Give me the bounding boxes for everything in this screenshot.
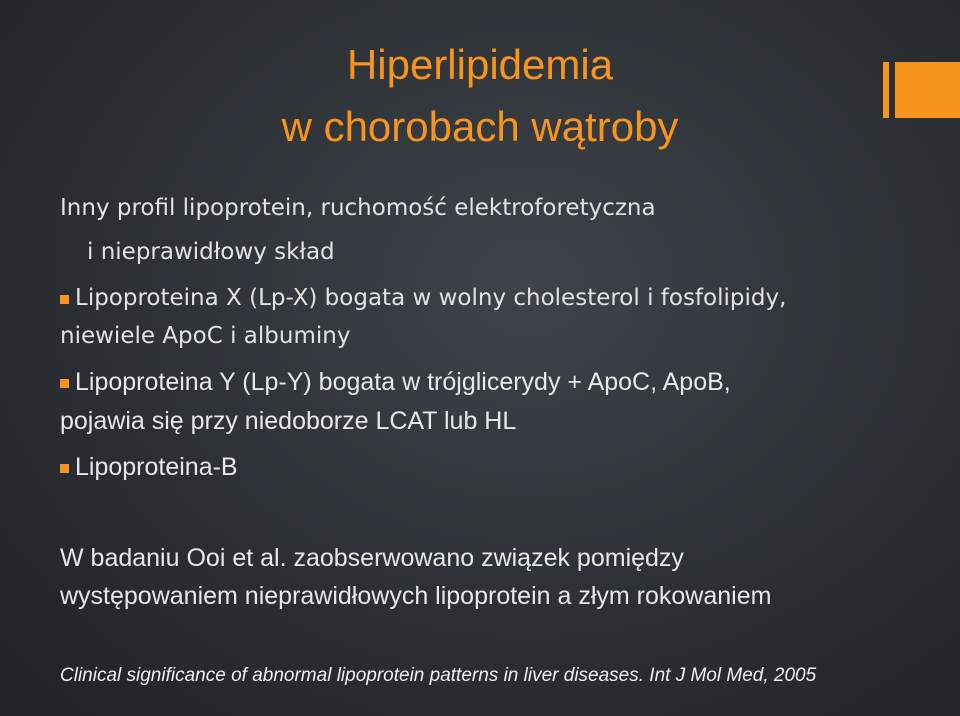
bullet-continuation: niewiele ApoC i albuminy bbox=[60, 323, 351, 349]
square-bullet-icon bbox=[60, 464, 69, 473]
square-bullet-icon bbox=[60, 295, 69, 304]
bullet-continuation: pojawia się przy niedoborze LCAT lub HL bbox=[60, 407, 517, 435]
bullet-item-lp-y bbox=[60, 370, 731, 395]
finding-line-1: W badaniu Ooi et al. zaobserwowano związek pomiędzy bbox=[60, 544, 684, 572]
bullet-item-lp-b bbox=[60, 455, 238, 480]
slide-title-line-1: Hiperlipidemia bbox=[346, 41, 614, 88]
bullet-text: Lipoproteina-B bbox=[75, 453, 238, 481]
intro-line-2: i nieprawidłowy skład bbox=[87, 239, 335, 265]
slide-title-line-2: w chorobach wątroby bbox=[281, 103, 679, 150]
finding-line-2: występowaniem nieprawidłowych lipoprotein a złym rokowaniem bbox=[60, 582, 772, 610]
bullet-item-lp-x bbox=[60, 287, 786, 310]
accent-bar-thick bbox=[895, 62, 960, 118]
accent-bars-decoration bbox=[883, 62, 960, 118]
bullet-text: Lipoproteina X (Lp-X) bogata w wolny cholesterol i fosfolipidy, bbox=[75, 285, 787, 311]
intro-line-1: Inny profil lipoprotein, ruchomość elektroforetyczna bbox=[60, 195, 656, 221]
square-bullet-icon bbox=[60, 379, 69, 388]
accent-bar-thin bbox=[883, 62, 889, 118]
citation: Clinical significance of abnormal lipoprotein patterns in liver diseases. Int J Mol Med, 2005 bbox=[60, 665, 817, 686]
bullet-text: Lipoproteina Y (Lp-Y) bogata w trójglicerydy + ApoC, ApoB, bbox=[75, 368, 731, 396]
